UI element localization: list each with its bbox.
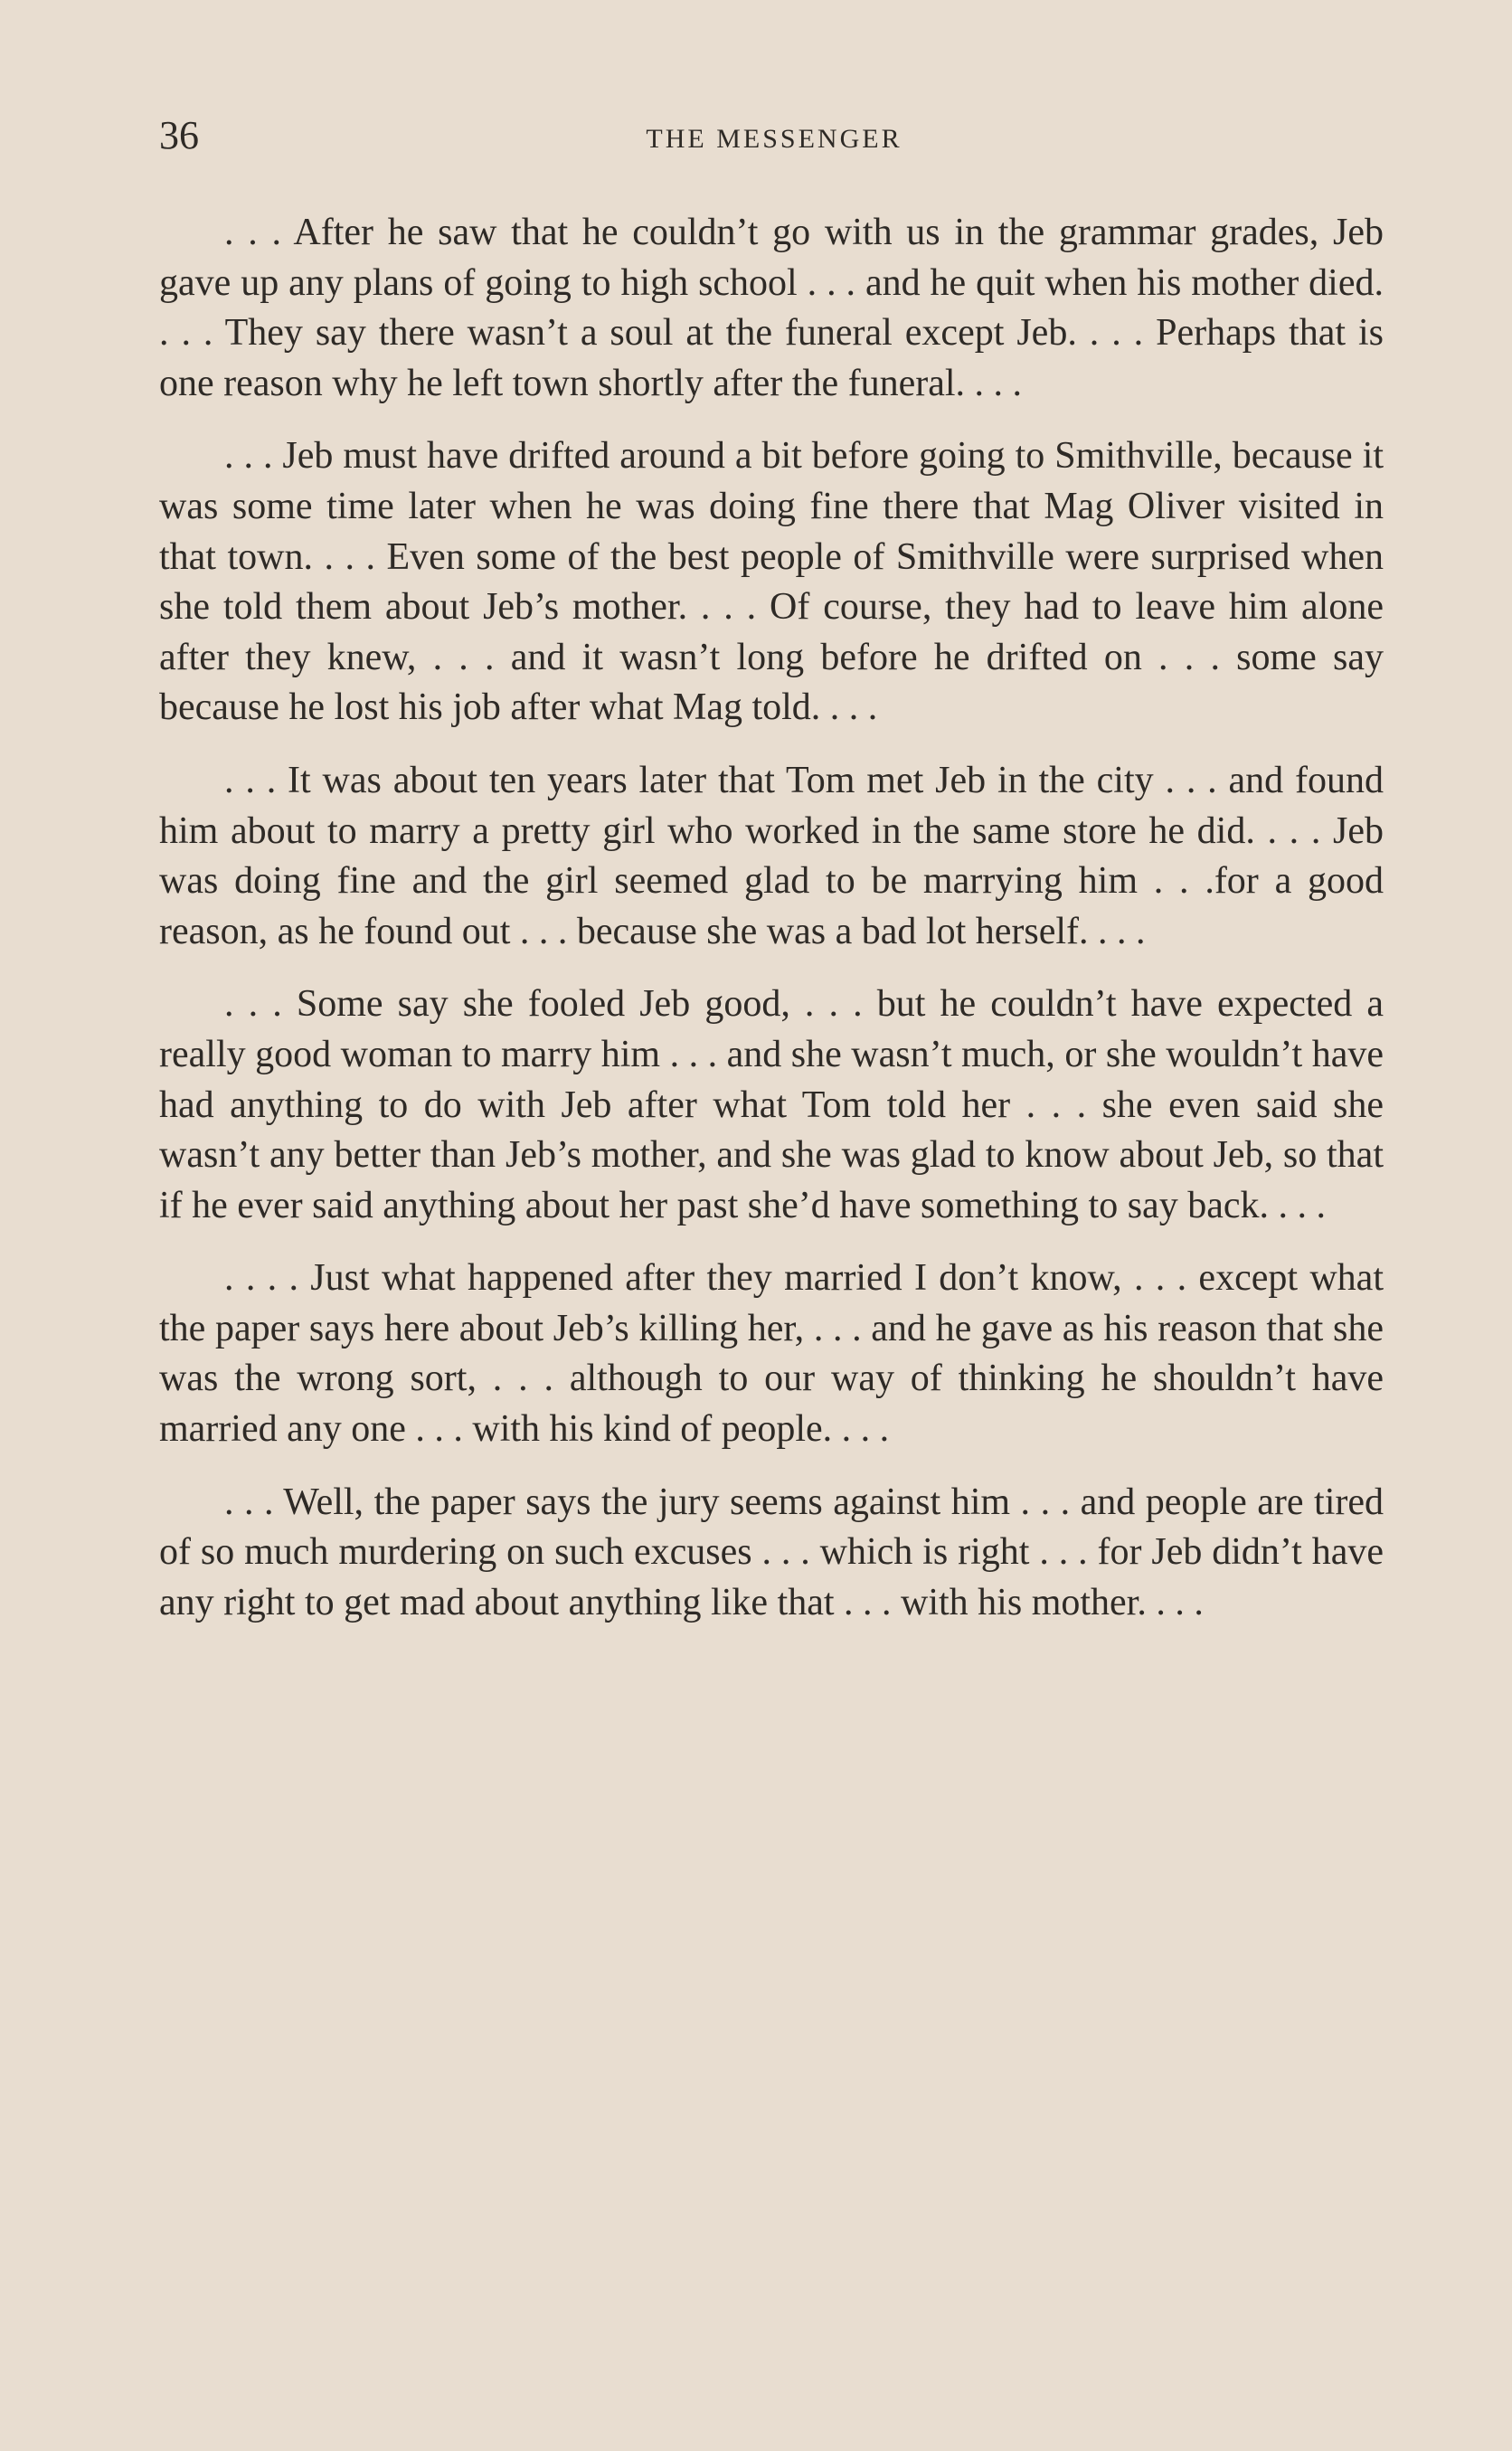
paragraph: . . . Some say she fooled Jeb good, . . . but he couldn’t have expected a really good woman to marry him . . . and she wasn’t much, or she wouldn’t have had anything to do with Jeb after what Tom told her . . . she even said she wasn’t any better than Jeb’s mother, and she was glad to know about Jeb, so that if he ever said anything about her past she’d have something to say back. . . . [159,983,1384,1226]
paragraph: . . . . Just what happened after they married I don’t know, . . . except what the paper says here about Jeb’s killing her, . . . and he gave as his reason that she was the wrong sort, . . . although to our way of thinking he shouldn’t have married any one . . . with his kind of people. . . . [159,1257,1384,1451]
page-header [159,109,1382,163]
paragraph: . . . After he saw that he couldn’t go with us in the grammar grades, Jeb gave up any plans of going to high school . . . and he quit when his mother died. . . . They say there wasn’t a soul at the funeral except Jeb. . . . Perhaps that is one reason why he left town shortly after the funeral. . . . [159,212,1384,404]
page-number: 36 [159,113,199,157]
paragraph: . . . Jeb must have drifted around a bit before going to Smithville, because it was some time later when he was doing fine there that Mag Oliver visited in that town. . . . Even some of the best people of Smithville were surprised when she told them about Jeb’s mother. . . . Of course, they had to leave him alone after they knew, . . . and it wasn’t long before he drifted on . . . some say because he lost his job after what Mag told. . . . [159,435,1384,729]
body-text [159,208,1384,1651]
paragraph: . . . It was about ten years later that Tom met Jeb in the city . . . and found him about to marry a pretty girl who worked in the same store he did. . . . Jeb was doing fine and the girl seemed glad to be marrying him . . .for a good reason, as he found out . . . because she was a bad lot herself. . . . [159,759,1384,952]
paragraph: . . . Well, the paper says the jury seems against him . . . and people are tired of so much murdering on such excuses . . . which is right . . . for Jeb didn’t have any right to get mad about anything like that . . . with his mother. . . . [159,1481,1384,1623]
running-head: THE MESSENGER [646,124,902,154]
